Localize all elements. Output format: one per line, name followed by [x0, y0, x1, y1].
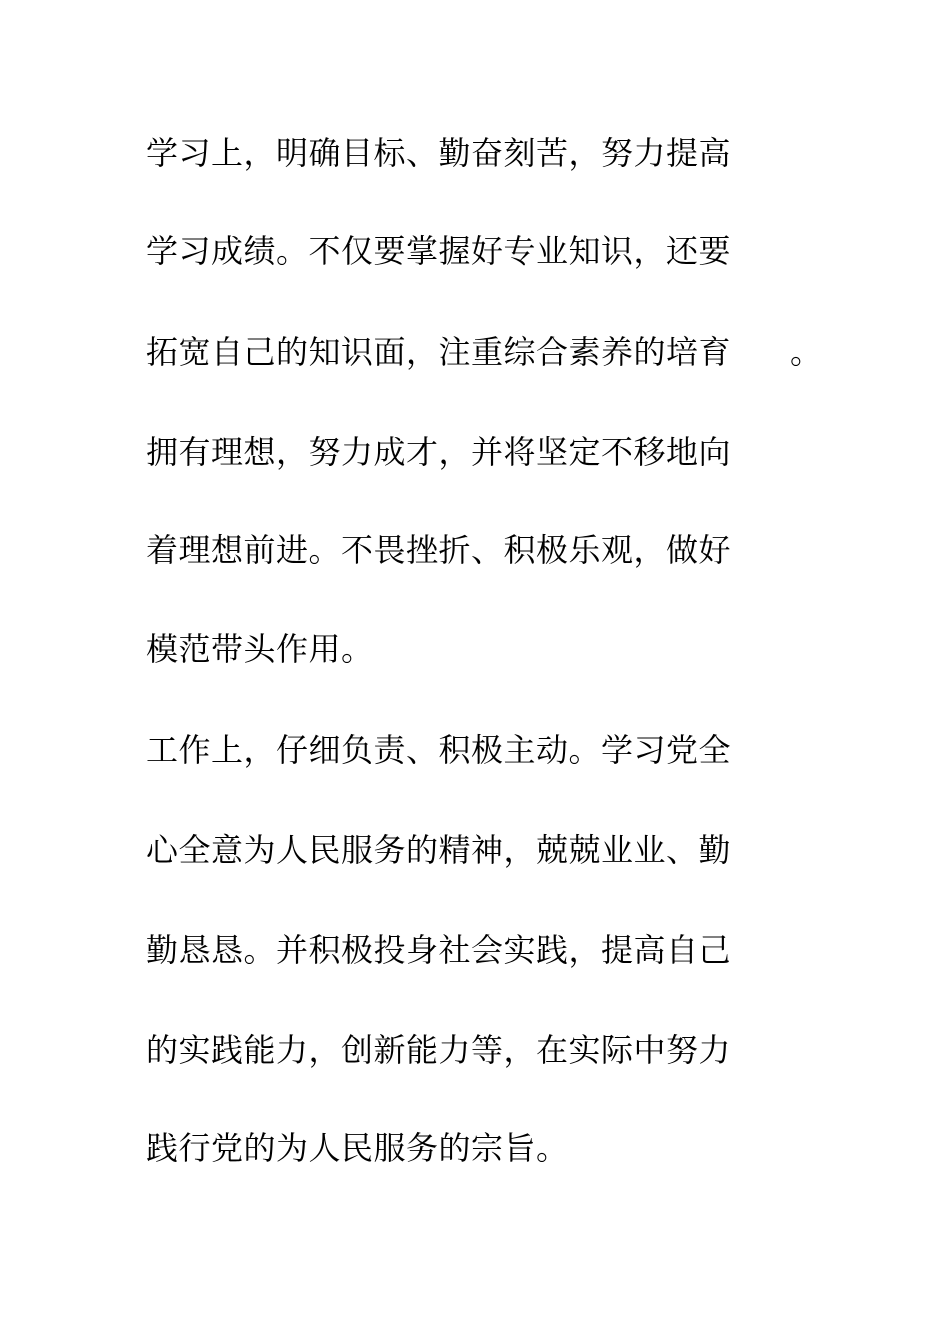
paragraph-line: 模范带头作用。 — [146, 630, 374, 668]
paragraph-line: 拥有理想，努力成才，并将坚定不移地向 — [146, 433, 732, 471]
paragraph-line: 勤恳恳。并积极投身社会实践，提高自己 — [146, 931, 732, 969]
paragraph-line: 着理想前进。不畏挫折、积极乐观，做好 — [146, 531, 732, 569]
paragraph-line: 拓宽自己的知识面，注重综合素养的培育 — [146, 333, 732, 371]
paragraph-line: 的实践能力，创新能力等，在实际中努力 — [146, 1031, 732, 1069]
paragraph-line: 心全意为人民服务的精神，兢兢业业、勤 — [146, 831, 732, 869]
trailing-period: 。 — [790, 333, 823, 371]
paragraph-line: 学习上，明确目标、勤奋刻苦，努力提高 — [146, 134, 732, 172]
paragraph-line: 工作上，仔细负责、积极主动。学习党全 — [146, 731, 732, 769]
paragraph-line: 践行党的为人民服务的宗旨。 — [146, 1129, 569, 1167]
paragraph-line: 学习成绩。不仅要掌握好专业知识，还要 — [146, 232, 732, 270]
